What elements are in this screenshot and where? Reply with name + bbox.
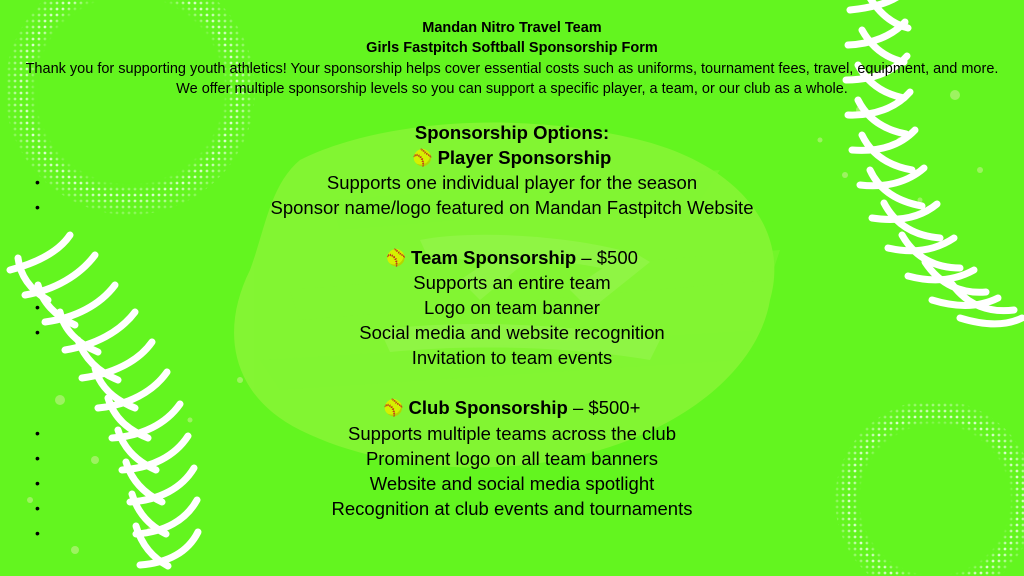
intro-text-line-1: Thank you for supporting youth athletics! Your sponsorship helps cover essential costs such as uniforms, tournament fees, travel, equipment, and more.: [25, 61, 999, 77]
benefit-item: Sponsor name/logo featured on Mandan Fastpitch Website: [270, 197, 754, 218]
options-heading: Sponsorship Options:: [414, 122, 610, 143]
bullet-marker: •: [35, 525, 40, 541]
bullet-marker: •: [35, 450, 40, 466]
intro-text-line-2: We offer multiple sponsorship levels so you can support a specific player, a team, or our club as a whole.: [176, 81, 848, 97]
tier-name: Player Sponsorship: [437, 147, 612, 168]
tier-name: Team Sponsorship: [411, 247, 577, 268]
tier-heading-club: [0, 397, 1024, 419]
softball-icon: 🥎: [412, 150, 433, 167]
benefit-item: Logo on team banner: [424, 297, 600, 318]
benefit-item: Website and social media spotlight: [369, 473, 655, 494]
bullet-marker: •: [35, 174, 40, 190]
bullet-marker: •: [35, 324, 40, 340]
bullet-marker: •: [35, 500, 40, 516]
org-name: Mandan Nitro Travel Team: [422, 20, 602, 36]
benefit-item: Invitation to team events: [411, 347, 613, 368]
bullet-marker: •: [35, 475, 40, 491]
benefit-item: Recognition at club events and tournaments: [331, 498, 693, 519]
benefit-item: Social media and website recognition: [359, 322, 665, 343]
bullet-marker: •: [35, 199, 40, 215]
softball-icon: 🥎: [386, 250, 407, 267]
benefit-item: Supports an entire team: [413, 272, 611, 293]
bullet-marker: •: [35, 299, 40, 315]
benefit-item: Prominent logo on all team banners: [365, 448, 659, 469]
tier-price: – $500: [576, 247, 638, 268]
benefit-item: Supports multiple teams across the club: [347, 423, 676, 444]
tier-heading-player: [0, 147, 1024, 169]
form-title: Girls Fastpitch Softball Sponsorship Form: [366, 40, 658, 56]
tier-name: Club Sponsorship: [408, 397, 568, 418]
benefit-item: Supports one individual player for the season: [326, 172, 698, 193]
bullet-marker: •: [35, 425, 40, 441]
tier-heading-team: [0, 247, 1024, 269]
tier-price: – $500+: [567, 397, 641, 418]
softball-icon: 🥎: [383, 400, 404, 417]
